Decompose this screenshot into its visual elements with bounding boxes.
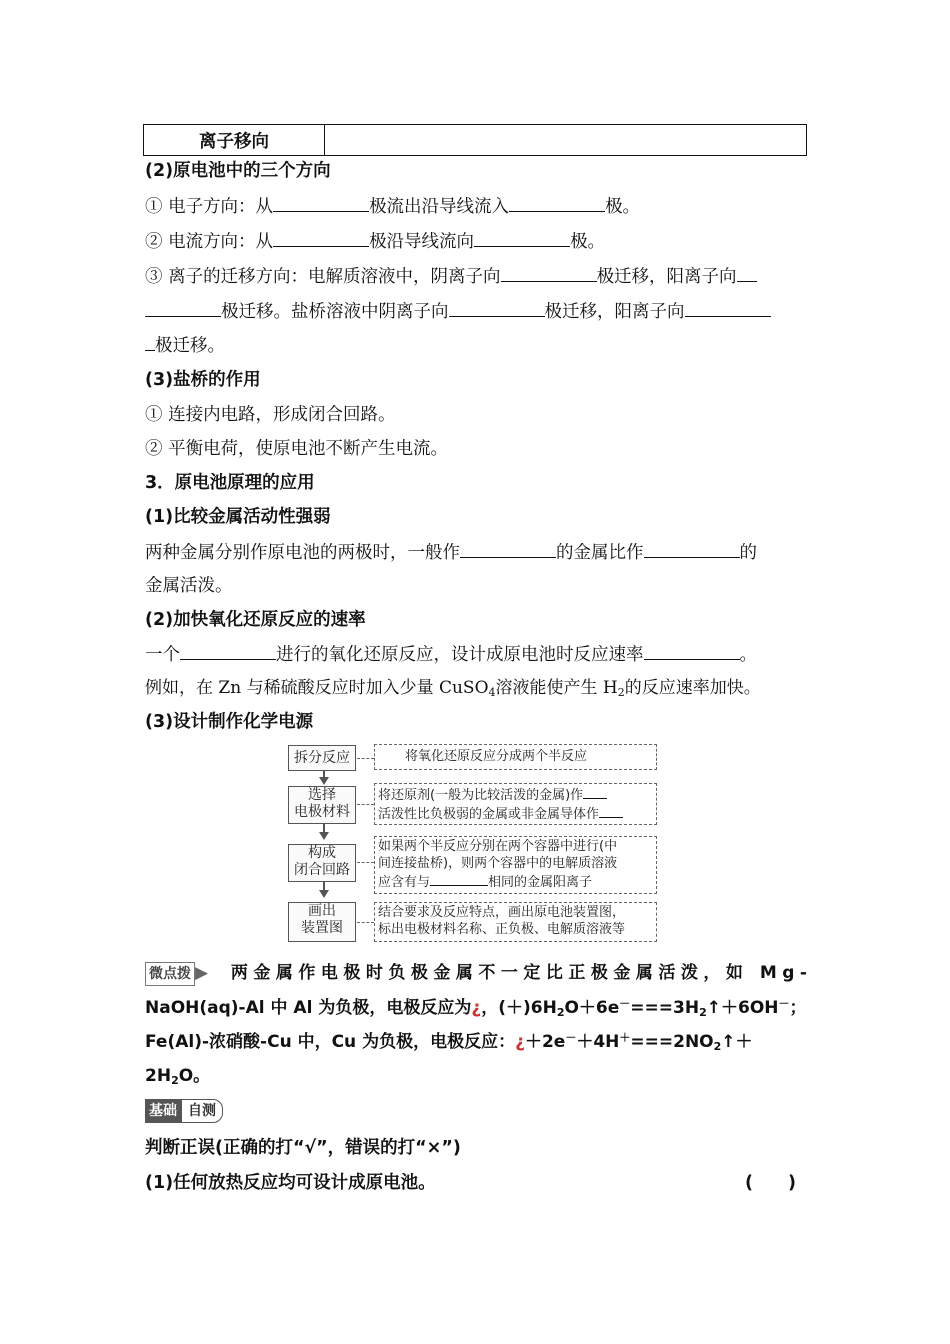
flow-desc-3 <box>374 836 657 894</box>
desc-line: 如果两个半反应分别在两个容器中进行(中 <box>378 839 618 854</box>
arrow-down-icon <box>319 890 329 898</box>
arrow-down-icon <box>319 832 329 840</box>
subscript: 2 <box>556 1006 565 1019</box>
desc-line: 间连接盐桥)，则两个容器中的电解质溶液 <box>378 856 618 871</box>
table-row-label: 离子移向 <box>144 125 325 156</box>
flow-step-split <box>288 745 356 771</box>
connector <box>357 804 374 805</box>
desc-line: 结合要求及反应特点，画出原电池装置图， <box>378 905 626 920</box>
text: O。 <box>178 1066 211 1086</box>
blank <box>501 265 597 282</box>
text: 活泼性比负极弱的金属或非金属导体作 <box>378 807 600 822</box>
text: 2H <box>145 1066 172 1086</box>
flow-desc-2 <box>374 783 657 825</box>
text: 拆分反应 <box>294 750 350 766</box>
ion-direction-line-2 <box>145 300 771 323</box>
text: 将还原剂(一般为比较活泼的金属)作 <box>378 788 584 803</box>
battery-design-flowchart <box>285 742 665 947</box>
ion-migration-table <box>143 124 807 156</box>
blank <box>449 300 545 317</box>
text: O＋6e <box>564 998 620 1018</box>
blank <box>145 334 155 351</box>
text: ===3H <box>630 998 700 1018</box>
application-1-line-1 <box>145 541 757 564</box>
ion-direction-line-1 <box>145 265 757 288</box>
superscript: － <box>619 997 631 1010</box>
application-1-line-2: 金属活泼。 <box>145 576 233 596</box>
tip-label: 微点拨 <box>145 962 195 986</box>
application-2-title: (2)加快氧化还原反应的速率 <box>145 610 366 630</box>
salt-bridge-function-1: ① 连接内电路，形成闭合回路。 <box>145 405 396 425</box>
text: ，(＋)6H <box>481 998 557 1018</box>
tip-arrow-icon: ▶ <box>195 963 209 983</box>
text: 溶液能使产生 H <box>495 678 618 698</box>
subscript: 4 <box>488 686 496 699</box>
text: 极沿导线流向 <box>369 232 475 252</box>
blank <box>509 195 605 212</box>
application-3-title: (3)设计制作化学电源 <box>145 712 314 732</box>
desc-line <box>378 785 653 804</box>
tip-line-4 <box>145 1065 210 1087</box>
text: ； <box>789 998 807 1018</box>
heading-3: 3．原电池原理的应用 <box>145 473 315 493</box>
current-direction-line <box>145 230 605 253</box>
blank <box>273 230 369 247</box>
blank <box>145 300 221 317</box>
text: 电极材料 <box>294 804 350 820</box>
superscript: － <box>565 1031 577 1044</box>
flow-step-electrode <box>288 786 356 824</box>
blank <box>430 872 488 886</box>
desc-line <box>378 804 653 823</box>
blank <box>273 195 369 212</box>
text: 极迁移。 <box>155 336 225 356</box>
blank <box>474 230 570 247</box>
desc-line: 标出电极材料名称、正负极、电解质溶液等 <box>378 922 626 937</box>
self-test-title: 判断正误(正确的打“√”，错误的打“×”) <box>145 1138 461 1158</box>
text: 极迁移，阳离子向 <box>596 267 737 287</box>
arrow-down-icon <box>319 777 329 785</box>
blank <box>583 785 607 799</box>
blank <box>460 541 556 558</box>
text: 应含有与 <box>378 875 431 890</box>
text: 画出 <box>308 903 336 919</box>
blank <box>599 804 623 818</box>
connector <box>357 922 374 923</box>
tip-line-2 <box>145 997 807 1019</box>
subscript: 2 <box>617 686 625 699</box>
text: 例如，在 Zn 与稀硫酸反应时加入少量 CuSO <box>145 678 489 698</box>
blank <box>685 300 771 317</box>
subscript: 2 <box>699 1006 707 1019</box>
text: ↑＋6OH <box>706 998 779 1018</box>
superscript: － <box>778 997 790 1010</box>
desc-line <box>378 872 653 891</box>
tag-selftest: 自测 <box>181 1099 223 1123</box>
subscript: 2 <box>713 1040 722 1053</box>
connector <box>357 758 374 759</box>
blank <box>644 643 740 660</box>
text: ③ 离子的迁移方向：电解质溶液中，阴离子向 <box>145 267 501 287</box>
electron-direction-line <box>145 195 640 218</box>
answer-paren[interactable]: ( ) <box>745 1173 796 1193</box>
text: 极迁移。盐桥溶液中阴离子向 <box>221 302 449 322</box>
text: 极迁移，阳离子向 <box>544 302 685 322</box>
text: ¿ <box>471 998 482 1018</box>
text: 一个 <box>145 645 180 665</box>
subscript: 2 <box>171 1074 179 1087</box>
text: 相同的金属阳离子 <box>488 875 593 890</box>
section-2-title: (2)原电池中的三个方向 <box>145 161 331 181</box>
application-2-line-1 <box>145 643 757 666</box>
flow-step-diagram <box>288 902 356 942</box>
connector <box>357 862 374 863</box>
text: ② 电流方向：从 <box>145 232 274 252</box>
tag-basic: 基础 <box>145 1099 181 1123</box>
text: 装置图 <box>301 920 343 936</box>
blank <box>644 541 740 558</box>
text: 极。 <box>570 232 606 252</box>
text: ===2NO <box>630 1032 714 1052</box>
text: 构成 <box>308 845 336 861</box>
text: 闭合回路 <box>294 862 350 878</box>
text: 进行的氧化还原反应，设计成原电池时反应速率 <box>276 645 644 665</box>
text: ＋2e <box>524 1032 566 1052</box>
text: 极流出沿导线流入 <box>369 197 510 217</box>
tip-line-3 <box>145 1031 753 1053</box>
text: 。 <box>739 645 757 665</box>
application-2-line-2 <box>145 677 761 699</box>
flow-desc-4 <box>374 902 657 942</box>
text: ＋4H <box>576 1032 620 1052</box>
application-1-title: (1)比较金属活动性强弱 <box>145 507 331 527</box>
self-test-tag <box>145 1099 223 1123</box>
tip-line-1 <box>145 962 812 986</box>
text: ¿ <box>515 1032 525 1052</box>
superscript: ＋ <box>619 1031 631 1044</box>
text: 的 <box>739 543 757 563</box>
section-3-title: (3)盐桥的作用 <box>145 370 261 390</box>
text: 的金属比作 <box>556 543 644 563</box>
text: 极。 <box>605 197 641 217</box>
salt-bridge-function-2: ② 平衡电荷，使原电池不断产生电流。 <box>145 439 449 459</box>
text: ↑＋ <box>721 1032 753 1052</box>
flow-desc-1: 将氧化还原反应分成两个半反应 <box>374 744 657 770</box>
text: 选择 <box>308 787 336 803</box>
text: 两种金属分别作原电池的两极时，一般作 <box>145 543 460 563</box>
text: 的反应速率加快。 <box>624 678 761 698</box>
table-empty-cell <box>325 125 807 156</box>
flow-step-circuit <box>288 844 356 882</box>
text: ① 电子方向：从 <box>145 197 274 217</box>
ion-direction-line-3 <box>145 334 225 357</box>
blank <box>180 643 276 660</box>
text: Fe(Al)-浓硝酸-Cu 中，Cu 为负极，电极反应： <box>145 1032 516 1052</box>
text: 两金属作电极时负极金属不一定比正极金属活泼，如 Mg- <box>230 963 813 983</box>
text: NaOH(aq)-Al 中 Al 为负极，电极反应为 <box>145 998 472 1018</box>
blank <box>737 265 757 282</box>
question-1: (1)任何放热反应均可设计成原电池。 <box>145 1173 436 1193</box>
